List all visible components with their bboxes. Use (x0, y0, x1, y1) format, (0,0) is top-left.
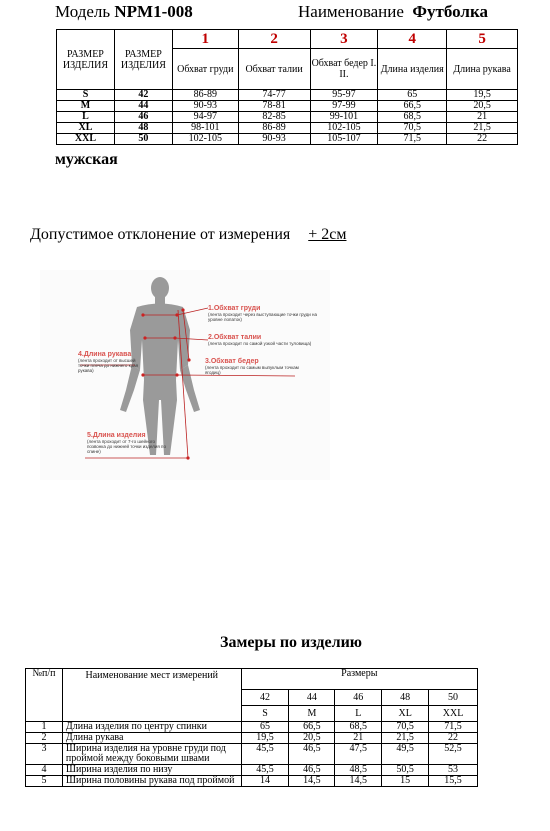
size-letter: XL (382, 706, 429, 722)
size-letter: M (57, 101, 115, 112)
size-letter: XXL (429, 706, 478, 722)
measure-number: 4 (378, 30, 447, 49)
table-cell: 22 (447, 134, 518, 145)
table-cell: 65 (241, 722, 289, 733)
table-cell: 65 (378, 90, 447, 101)
size-letter: S (57, 90, 115, 101)
model-header (55, 2, 193, 22)
size-num: 42 (241, 690, 289, 706)
figure-label-waist: 2.Обхват талии (лента проходит по самой узкой части туловища) (208, 334, 312, 346)
name-header: Наименование мест измерений (62, 669, 241, 722)
measure-table-header-row (26, 669, 478, 690)
row-no: 3 (26, 744, 63, 765)
measure-header: Обхват груди (172, 49, 238, 90)
size-number: 46 (114, 112, 172, 123)
size-number: 42 (114, 90, 172, 101)
size-letter: XXL (57, 134, 115, 145)
size-table (56, 29, 518, 145)
table-cell: 68,5 (335, 722, 382, 733)
table-cell: 19,5 (447, 90, 518, 101)
table-cell: 102-105 (310, 123, 378, 134)
row-name: Длина рукава (62, 733, 241, 744)
table-cell: 20,5 (447, 101, 518, 112)
table-cell: 45,5 (241, 744, 289, 765)
table-row (26, 776, 478, 787)
table-cell: 47,5 (335, 744, 382, 765)
table-cell: 66,5 (378, 101, 447, 112)
table-cell: 71,5 (429, 722, 478, 733)
size-num: 46 (335, 690, 382, 706)
no-header: №п/п (26, 669, 63, 722)
table-cell: 71,5 (378, 134, 447, 145)
model-label: Модель (55, 2, 111, 21)
table-cell: 86-89 (172, 90, 238, 101)
figure-label-hips: 3.Обхват бедер (лента проходит по самым выпуклым точкам ягодиц) (205, 358, 299, 375)
table-row (57, 101, 518, 112)
size-table-number-row (57, 30, 518, 49)
measure-header: Обхват талии (238, 49, 310, 90)
size-letter: M (289, 706, 335, 722)
table-cell: 21 (447, 112, 518, 123)
tolerance-value: + 2см (308, 226, 347, 243)
size-num-header: РАЗМЕР ИЗДЕЛИЯ (114, 30, 172, 90)
table-row (57, 134, 518, 145)
size-number: 50 (114, 134, 172, 145)
size-letter: L (335, 706, 382, 722)
row-name: Длина изделия по центру спинки (62, 722, 241, 733)
measure-number: 2 (238, 30, 310, 49)
measure-number: 5 (447, 30, 518, 49)
mannequin-illustration (40, 270, 330, 480)
gender-note: мужская (55, 151, 118, 168)
table-cell: 70,5 (382, 722, 429, 733)
row-no: 4 (26, 765, 63, 776)
table-cell: 15 (382, 776, 429, 787)
table-row (57, 90, 518, 101)
table-cell: 78-81 (238, 101, 310, 112)
measure-table-title: Замеры по изделию (220, 634, 363, 651)
table-cell: 66,5 (289, 722, 335, 733)
size-letter: L (57, 112, 115, 123)
row-name: Ширина половины рукава под проймой (62, 776, 241, 787)
table-row (26, 765, 478, 776)
model-value: NPM1-008 (114, 2, 193, 21)
table-cell: 74-77 (238, 90, 310, 101)
name-header (298, 2, 488, 22)
measure-number: 1 (172, 30, 238, 49)
measure-header: Длина рукава (447, 49, 518, 90)
measure-table (25, 668, 478, 787)
table-row (57, 123, 518, 134)
row-name: Ширина изделия на уровне груди под проймой между боковыми швами (62, 744, 241, 765)
table-cell: 45,5 (241, 765, 289, 776)
table-cell: 20,5 (289, 733, 335, 744)
row-no: 1 (26, 722, 63, 733)
table-cell: 19,5 (241, 733, 289, 744)
sizes-header: Размеры (241, 669, 477, 690)
table-cell: 21,5 (447, 123, 518, 134)
table-cell: 15,5 (429, 776, 478, 787)
table-cell: 46,5 (289, 765, 335, 776)
table-row (26, 733, 478, 744)
table-cell: 21 (335, 733, 382, 744)
table-cell: 105-107 (310, 134, 378, 145)
tolerance-text: Допустимое отклонение от измерения (30, 226, 291, 243)
table-cell: 22 (429, 733, 478, 744)
table-row (26, 722, 478, 733)
table-cell: 97-99 (310, 101, 378, 112)
row-no: 2 (26, 733, 63, 744)
size-label-header: РАЗМЕР ИЗДЕЛИЯ (57, 30, 115, 90)
table-row (26, 744, 478, 765)
table-cell: 102-105 (172, 134, 238, 145)
size-number: 48 (114, 123, 172, 134)
table-cell: 46,5 (289, 744, 335, 765)
table-cell: 21,5 (382, 733, 429, 744)
table-cell: 52,5 (429, 744, 478, 765)
size-number: 44 (114, 101, 172, 112)
measurement-figure (40, 270, 330, 480)
table-cell: 49,5 (382, 744, 429, 765)
table-cell: 68,5 (378, 112, 447, 123)
table-cell: 70,5 (378, 123, 447, 134)
row-no: 5 (26, 776, 63, 787)
measure-header: Обхват бедер I. II. (310, 49, 378, 90)
figure-label-length: 5.Длина изделия (лента проходит от 7-го шейного позвонка до нижней точки изделия по спине) (87, 432, 166, 454)
table-cell: 82-85 (238, 112, 310, 123)
name-value: Футболка (412, 2, 489, 21)
size-letter: XL (57, 123, 115, 134)
measure-number: 3 (310, 30, 378, 49)
size-num: 48 (382, 690, 429, 706)
table-cell: 14 (241, 776, 289, 787)
size-letter: S (241, 706, 289, 722)
size-num: 50 (429, 690, 478, 706)
tolerance-note (30, 226, 346, 244)
table-cell: 48,5 (335, 765, 382, 776)
row-name: Ширина изделия по низу (62, 765, 241, 776)
size-num: 44 (289, 690, 335, 706)
table-cell: 98-101 (172, 123, 238, 134)
table-cell: 90-93 (238, 134, 310, 145)
table-cell: 86-89 (238, 123, 310, 134)
figure-label-sleeve: 4.Длина рукава (лента проходит от высшей точки плеча до нижнего края рукава) (78, 351, 139, 373)
table-cell: 14,5 (335, 776, 382, 787)
table-cell: 53 (429, 765, 478, 776)
table-cell: 14,5 (289, 776, 335, 787)
table-row (57, 112, 518, 123)
table-cell: 95-97 (310, 90, 378, 101)
figure-label-chest: 1.Обхват груди (лента проходит через выступающие точки груди на уровне лопаток) (208, 305, 317, 322)
table-cell: 94-97 (172, 112, 238, 123)
table-cell: 90-93 (172, 101, 238, 112)
name-label: Наименование (298, 2, 404, 21)
table-cell: 50,5 (382, 765, 429, 776)
measure-header: Длина изделия (378, 49, 447, 90)
table-cell: 99-101 (310, 112, 378, 123)
